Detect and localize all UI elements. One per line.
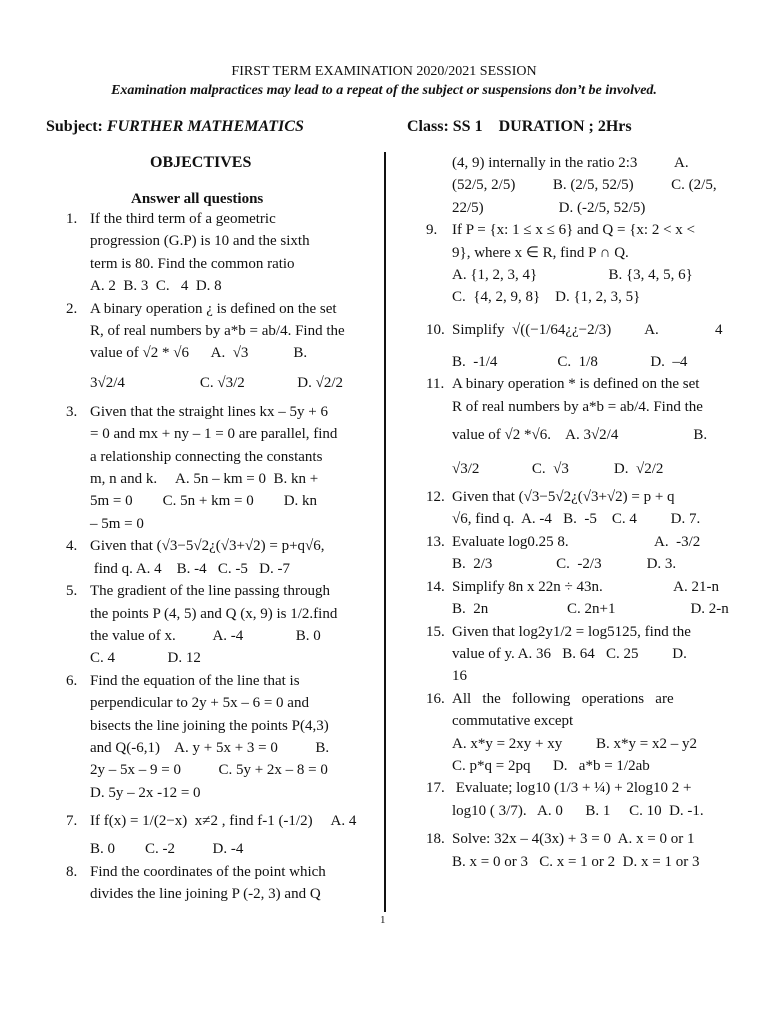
question-line: R of real numbers by a*b = ab/4. Find the <box>452 398 703 415</box>
options-line: B. x = 0 or 3 C. x = 1 or 2 D. x = 1 or 3 <box>452 853 700 870</box>
question-9 <box>408 219 724 241</box>
question-7 <box>46 804 362 838</box>
question-text: Simplify √((−1/64¿¿−2/3) A. 4 <box>452 321 723 338</box>
options-line: find q. A. 4 B. -4 C. -5 D. -7 <box>90 560 290 577</box>
right-column <box>408 152 729 873</box>
question-16 <box>408 688 724 710</box>
question-17 <box>408 777 724 799</box>
question-text: Given that log2y1/2 = log5125, find the <box>452 623 691 640</box>
options-line: 3√2/4 C. √3/2 D. √2/2 <box>90 374 344 391</box>
options-line: B. -1/4 C. 1/8 D. –4 <box>452 353 688 370</box>
question-line: bisects the line joining the points P(4,3) <box>90 717 329 734</box>
question-text: Simplify 8n x 22n ÷ 43n. A. 21-n <box>452 578 719 595</box>
question-text: A binary operation ¿ is defined on the set <box>90 300 337 317</box>
options-line: C. 4 D. 12 <box>90 650 201 667</box>
question-number: 18. <box>426 831 445 848</box>
question-line: = 0 and mx + ny – 1 = 0 are parallel, find <box>90 426 338 443</box>
question-8 <box>46 861 362 883</box>
question-line: term is 80. Find the common ratio <box>90 255 295 272</box>
question-6 <box>46 670 362 692</box>
options-line: D. 5y – 2x -12 = 0 <box>90 784 201 801</box>
options-line: 2y – 5x – 9 = 0 C. 5y + 2x – 8 = 0 <box>90 762 328 779</box>
options-line: value of y. A. 36 B. 64 C. 25 D. <box>452 645 687 662</box>
malpractice-warning: Examination malpractices may lead to a repeat of the subject or suspensions don’t be involved. <box>111 83 657 98</box>
options-line: C. {4, 2, 9, 8} D. {1, 2, 3, 5} <box>452 289 641 306</box>
options-line: and Q(-6,1) A. y + 5x + 3 = 0 B. <box>90 739 330 756</box>
question-text: All the following operations are <box>452 690 674 707</box>
options-line: B. 2/3 C. -2/3 D. 3. <box>452 556 677 573</box>
options-line: – 5m = 0 <box>90 515 144 532</box>
question-number: 12. <box>426 489 445 506</box>
question-number: 10. <box>426 321 445 338</box>
question-text: Given that (√3−5√2¿(√3+√2) = p + q <box>452 489 675 506</box>
column-divider <box>384 152 386 912</box>
question-line: (4, 9) internally in the ratio 2:3 A. <box>452 155 689 171</box>
options-line: A. x*y = 2xy + xy B. x*y = x2 – y2 <box>452 735 697 752</box>
question-number: 16. <box>426 690 445 707</box>
question-text: The gradient of the line passing through <box>90 583 330 600</box>
question-text: Given that (√3−5√2¿(√3+√2) = p+q√6, <box>90 538 325 555</box>
question-number: 13. <box>426 533 445 550</box>
options-line: B. 0 C. -2 D. -4 <box>90 841 244 858</box>
question-line: perpendicular to 2y + 5x – 6 = 0 and <box>90 695 309 712</box>
question-text: A binary operation * is defined on the set <box>452 376 700 393</box>
question-text: Given that the straight lines kx – 5y + 6 <box>90 403 329 420</box>
question-text: Find the equation of the line that is <box>90 672 300 689</box>
question-number: 1. <box>66 211 78 227</box>
question-1 <box>46 208 362 230</box>
question-11 <box>408 373 724 395</box>
question-10 <box>408 309 724 351</box>
question-text: Solve: 32x – 4(3x) + 3 = 0 A. x = 0 or 1 <box>452 831 695 848</box>
options-line: B. 2n C. 2n+1 D. 2-n <box>452 601 729 618</box>
question-13 <box>408 531 724 553</box>
options-line: 5m = 0 C. 5n + km = 0 D. kn <box>90 493 318 510</box>
subject-label: Subject: <box>46 118 103 135</box>
question-number: 9. <box>426 222 438 239</box>
options-line: m, n and k. A. 5n – km = 0 B. kn + <box>90 471 319 488</box>
question-number: 3. <box>66 403 78 420</box>
question-text: If the third term of a geometric <box>90 211 276 227</box>
question-number: 2. <box>66 300 78 317</box>
question-number: 4. <box>66 538 78 555</box>
question-text: If P = {x: 1 ≤ x ≤ 6} and Q = {x: 2 < x < <box>452 222 696 239</box>
options-line: (52/5, 2/5) B. (2/5, 52/5) C. (2/5, <box>452 177 717 194</box>
question-18 <box>408 828 724 850</box>
question-14 <box>408 576 724 598</box>
subject-name: FURTHER MATHEMATICS <box>106 118 304 135</box>
question-3 <box>46 401 362 423</box>
question-text: Find the coordinates of the point which <box>90 863 326 880</box>
question-line: commutative except <box>452 713 574 730</box>
question-number: 5. <box>66 583 78 600</box>
question-12 <box>408 486 724 508</box>
exam-title: FIRST TERM EXAMINATION 2020/2021 SESSION <box>231 64 537 79</box>
options-line: C. p*q = 2pq D. a*b = 1/2ab <box>452 757 650 774</box>
question-number: 8. <box>66 863 78 880</box>
options-line: √6, find q. A. -4 B. -5 C. 4 D. 7. <box>452 511 701 528</box>
options-line: value of √2 *√6. A. 3√2/4 B. <box>452 427 708 444</box>
left-column <box>46 208 362 905</box>
options-line: value of √2 * √6 A. √3 B. <box>90 345 308 362</box>
question-text: If f(x) = 1/(2−x) x≠2 , find f-1 (-1/2) A. 4 <box>90 813 357 830</box>
options-line: A. 2 B. 3 C. 4 D. 8 <box>90 278 222 295</box>
options-line: √3/2 C. √3 D. √2/2 <box>452 461 664 478</box>
question-line: progression (G.P) is 10 and the sixth <box>90 233 310 250</box>
question-number: 14. <box>426 578 445 595</box>
question-text: Evaluate log0.25 8. A. -3/2 <box>452 533 701 550</box>
question-15 <box>408 621 724 643</box>
question-4 <box>46 535 362 557</box>
question-number: 11. <box>426 376 445 393</box>
options-line: 16 <box>452 668 467 685</box>
options-line: log10 ( 3/7). A. 0 B. 1 C. 10 D. -1. <box>452 802 704 819</box>
options-line: A. {1, 2, 3, 4} B. {3, 4, 5, 6} <box>452 267 693 284</box>
question-line: 9}, where x ∈ R, find P ∩ Q. <box>452 244 629 261</box>
question-line: R, of real numbers by a*b = ab/4. Find the <box>90 323 345 340</box>
question-line: the points P (4, 5) and Q (x, 9) is 1/2.find <box>90 605 338 622</box>
question-number: 6. <box>66 672 78 689</box>
question-text: Evaluate; log10 (1/3 + ¼) + 2log10 2 + <box>452 780 692 797</box>
options-line: 22/5) D. (-2/5, 52/5) <box>452 199 646 216</box>
question-line: a relationship connecting the constants <box>90 448 323 465</box>
question-5 <box>46 580 362 602</box>
section-instruction: Answer all questions <box>131 191 264 207</box>
question-number: 15. <box>426 623 445 640</box>
page-number: 1 <box>380 914 386 926</box>
section-title: OBJECTIVES <box>150 154 252 171</box>
question-line: divides the line joining P (-2, 3) and Q <box>90 885 321 902</box>
question-number: 17. <box>426 780 445 797</box>
subject-line <box>46 118 304 136</box>
options-line: the value of x. A. -4 B. 0 <box>90 627 321 644</box>
class-duration: Class: SS 1 DURATION ; 2Hrs <box>407 118 632 135</box>
question-number: 7. <box>66 813 78 830</box>
question-2 <box>46 298 362 320</box>
